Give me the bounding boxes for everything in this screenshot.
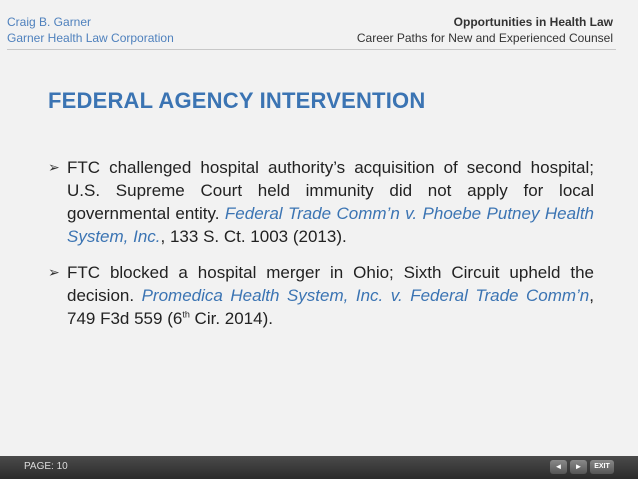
next-arrow-icon: ► (574, 462, 583, 471)
next-slide-button[interactable] (570, 460, 587, 474)
bullet-text: FTC challenged hospital authority’s acquisition of second hospital; U.S. Supreme Court held immunity did not apply for local governmental entity. (67, 158, 594, 223)
exit-button[interactable]: EXIT (590, 460, 614, 474)
case-reference-end: Cir. 2014). (189, 309, 273, 328)
presentation-subtitle: Career Paths for New and Experienced Counsel (356, 31, 613, 45)
case-reference: , 133 S. Ct. 1003 (2013). (160, 227, 347, 246)
previous-arrow-icon: ◄ (554, 462, 563, 471)
header-divider (7, 49, 616, 50)
ordinal-suffix: th (182, 309, 190, 320)
arrow-bullet-icon: ➢ (48, 159, 60, 175)
slide-title: FEDERAL AGENCY INTERVENTION (48, 88, 426, 113)
bullet-item (48, 156, 594, 248)
bullet-text: FTC blocked a hospital merger in Ohio; Sixth Circuit upheld the decision. (67, 263, 594, 305)
author-name: Craig B. Garner (7, 15, 92, 29)
header-left (7, 14, 174, 46)
presentation-title: Opportunities in Health Law (453, 15, 613, 29)
page-number: PAGE: 10 (24, 461, 68, 472)
case-citation: Promedica Health System, Inc. v. Federal Trade Comm’n (141, 286, 590, 305)
arrow-bullet-icon: ➢ (48, 264, 60, 280)
header-right (357, 14, 613, 46)
case-citation: Federal Trade Comm’n v. Phoebe Putney Health System, Inc. (67, 204, 595, 246)
case-reference: , 749 F3d 559 (6 (67, 286, 594, 328)
footer-bar (0, 456, 638, 479)
bullet-list (48, 156, 594, 330)
bullet-item (48, 261, 594, 330)
previous-slide-button[interactable] (550, 460, 567, 474)
organization-name: Garner Health Law Corporation (7, 31, 174, 45)
